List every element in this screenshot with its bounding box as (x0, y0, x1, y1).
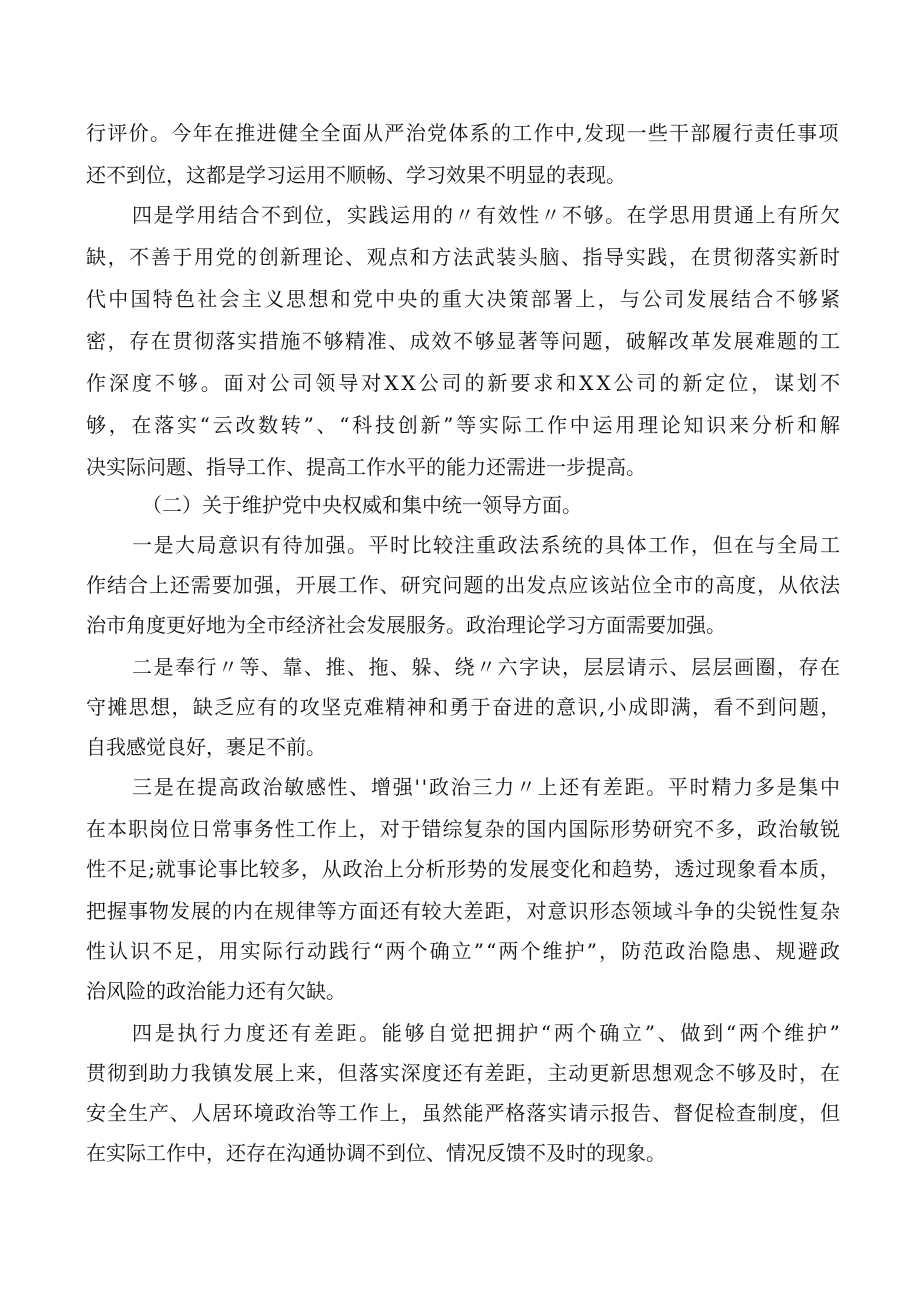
paragraph-line: 三是在提高政治敏感性、增强''政治三力〃上还有差距。平时精力多是集中 (132, 775, 842, 799)
paragraph-line: 作深度不够。面对公司领导对XX公司的新要求和XX公司的新定位，谋划不 (86, 371, 843, 395)
section-heading: （二）关于维护党中央权威和集中统一领导方面。 (142, 493, 582, 517)
paragraph-line: 决实际问题、指导工作、提高工作水平的能力还需进一步提高。 (86, 455, 646, 479)
paragraph-line: 在实际工作中，还存在沟通协调不到位、情况反馈不及时的现象。 (86, 1141, 666, 1165)
paragraph-line: 贯彻到助力我镇发展上来，但落实深度还有差距，主动更新思想观念不够及时，在 (86, 1061, 841, 1085)
paragraph-line: 还不到位，这都是学习运用不顺畅、学习效果不明显的表现。 (86, 163, 626, 187)
paragraph-line: 自我感觉良好，裹足不前。 (86, 735, 326, 759)
paragraph-line: 性不足;就事论事比较多，从政治上分析形势的发展变化和趋势，透过现象看本质， (86, 857, 841, 881)
paragraph-line: 治风险的政治能力还有欠缺。 (86, 979, 346, 1003)
paragraph-line: 一是大局意识有待加强。平时比较注重政法系统的具体工作，但在与全局工 (132, 533, 842, 557)
paragraph-line: 守摊思想，缺乏应有的攻坚克难精神和勇于奋进的意识,小成即满，看不到问题， (86, 695, 842, 719)
paragraph-line: 够，在落实“云改数转”、“科技创新”等实际工作中运用理论知识来分析和解 (86, 413, 843, 437)
paragraph-line: 行评价。今年在推进健全全面从严治党体系的工作中,发现一些干部履行责任事项 (86, 121, 840, 145)
paragraph-line: 四是学用结合不到位，实践运用的〃有效性〃不够。在学思用贯通上有所欠 (132, 203, 842, 227)
paragraph-line: 作结合上还需要加强，开展工作、研究问题的出发点应该站位全市的高度，从依法 (86, 573, 841, 597)
paragraph-line: 缺，不善于用党的创新理论、观点和方法武装头脑、指导实践，在贯彻落实新时 (86, 245, 842, 269)
paragraph-line: 密，存在贯彻落实措施不够精准、成效不够显著等问题，破解改革发展难题的工 (86, 329, 842, 353)
paragraph-line: 治市角度更好地为全市经济社会发展服务。政治理论学习方面需要加强。 (86, 613, 726, 637)
paragraph-line: 代中国特色社会主义思想和党中央的重大决策部署上，与公司发展结合不够紧 (86, 287, 843, 311)
paragraph-line: 安全生产、人居环境政治等工作上，虽然能严格落实请示报告、督促检查制度，但 (86, 1101, 841, 1125)
paragraph-line: 在本职岗位日常事务性工作上，对于错综复杂的国内国际形势研究不多，政治敏锐 (86, 817, 841, 841)
paragraph-line: 把握事物发展的内在规律等方面还有较大差距，对意识形态领域斗争的尖锐性复杂 (86, 899, 841, 923)
paragraph-line: 四是执行力度还有差距。能够自觉把拥护“两个确立”、做到“两个维护” (132, 1021, 843, 1045)
paragraph-line: 性认识不足，用实际行动践行“两个确立”“两个维护”，防范政治隐患、规避政 (86, 939, 842, 963)
paragraph-line: 二是奉行〃等、靠、推、拖、躲、绕〃六字诀，层层请示、层层画圈，存在 (132, 655, 842, 679)
